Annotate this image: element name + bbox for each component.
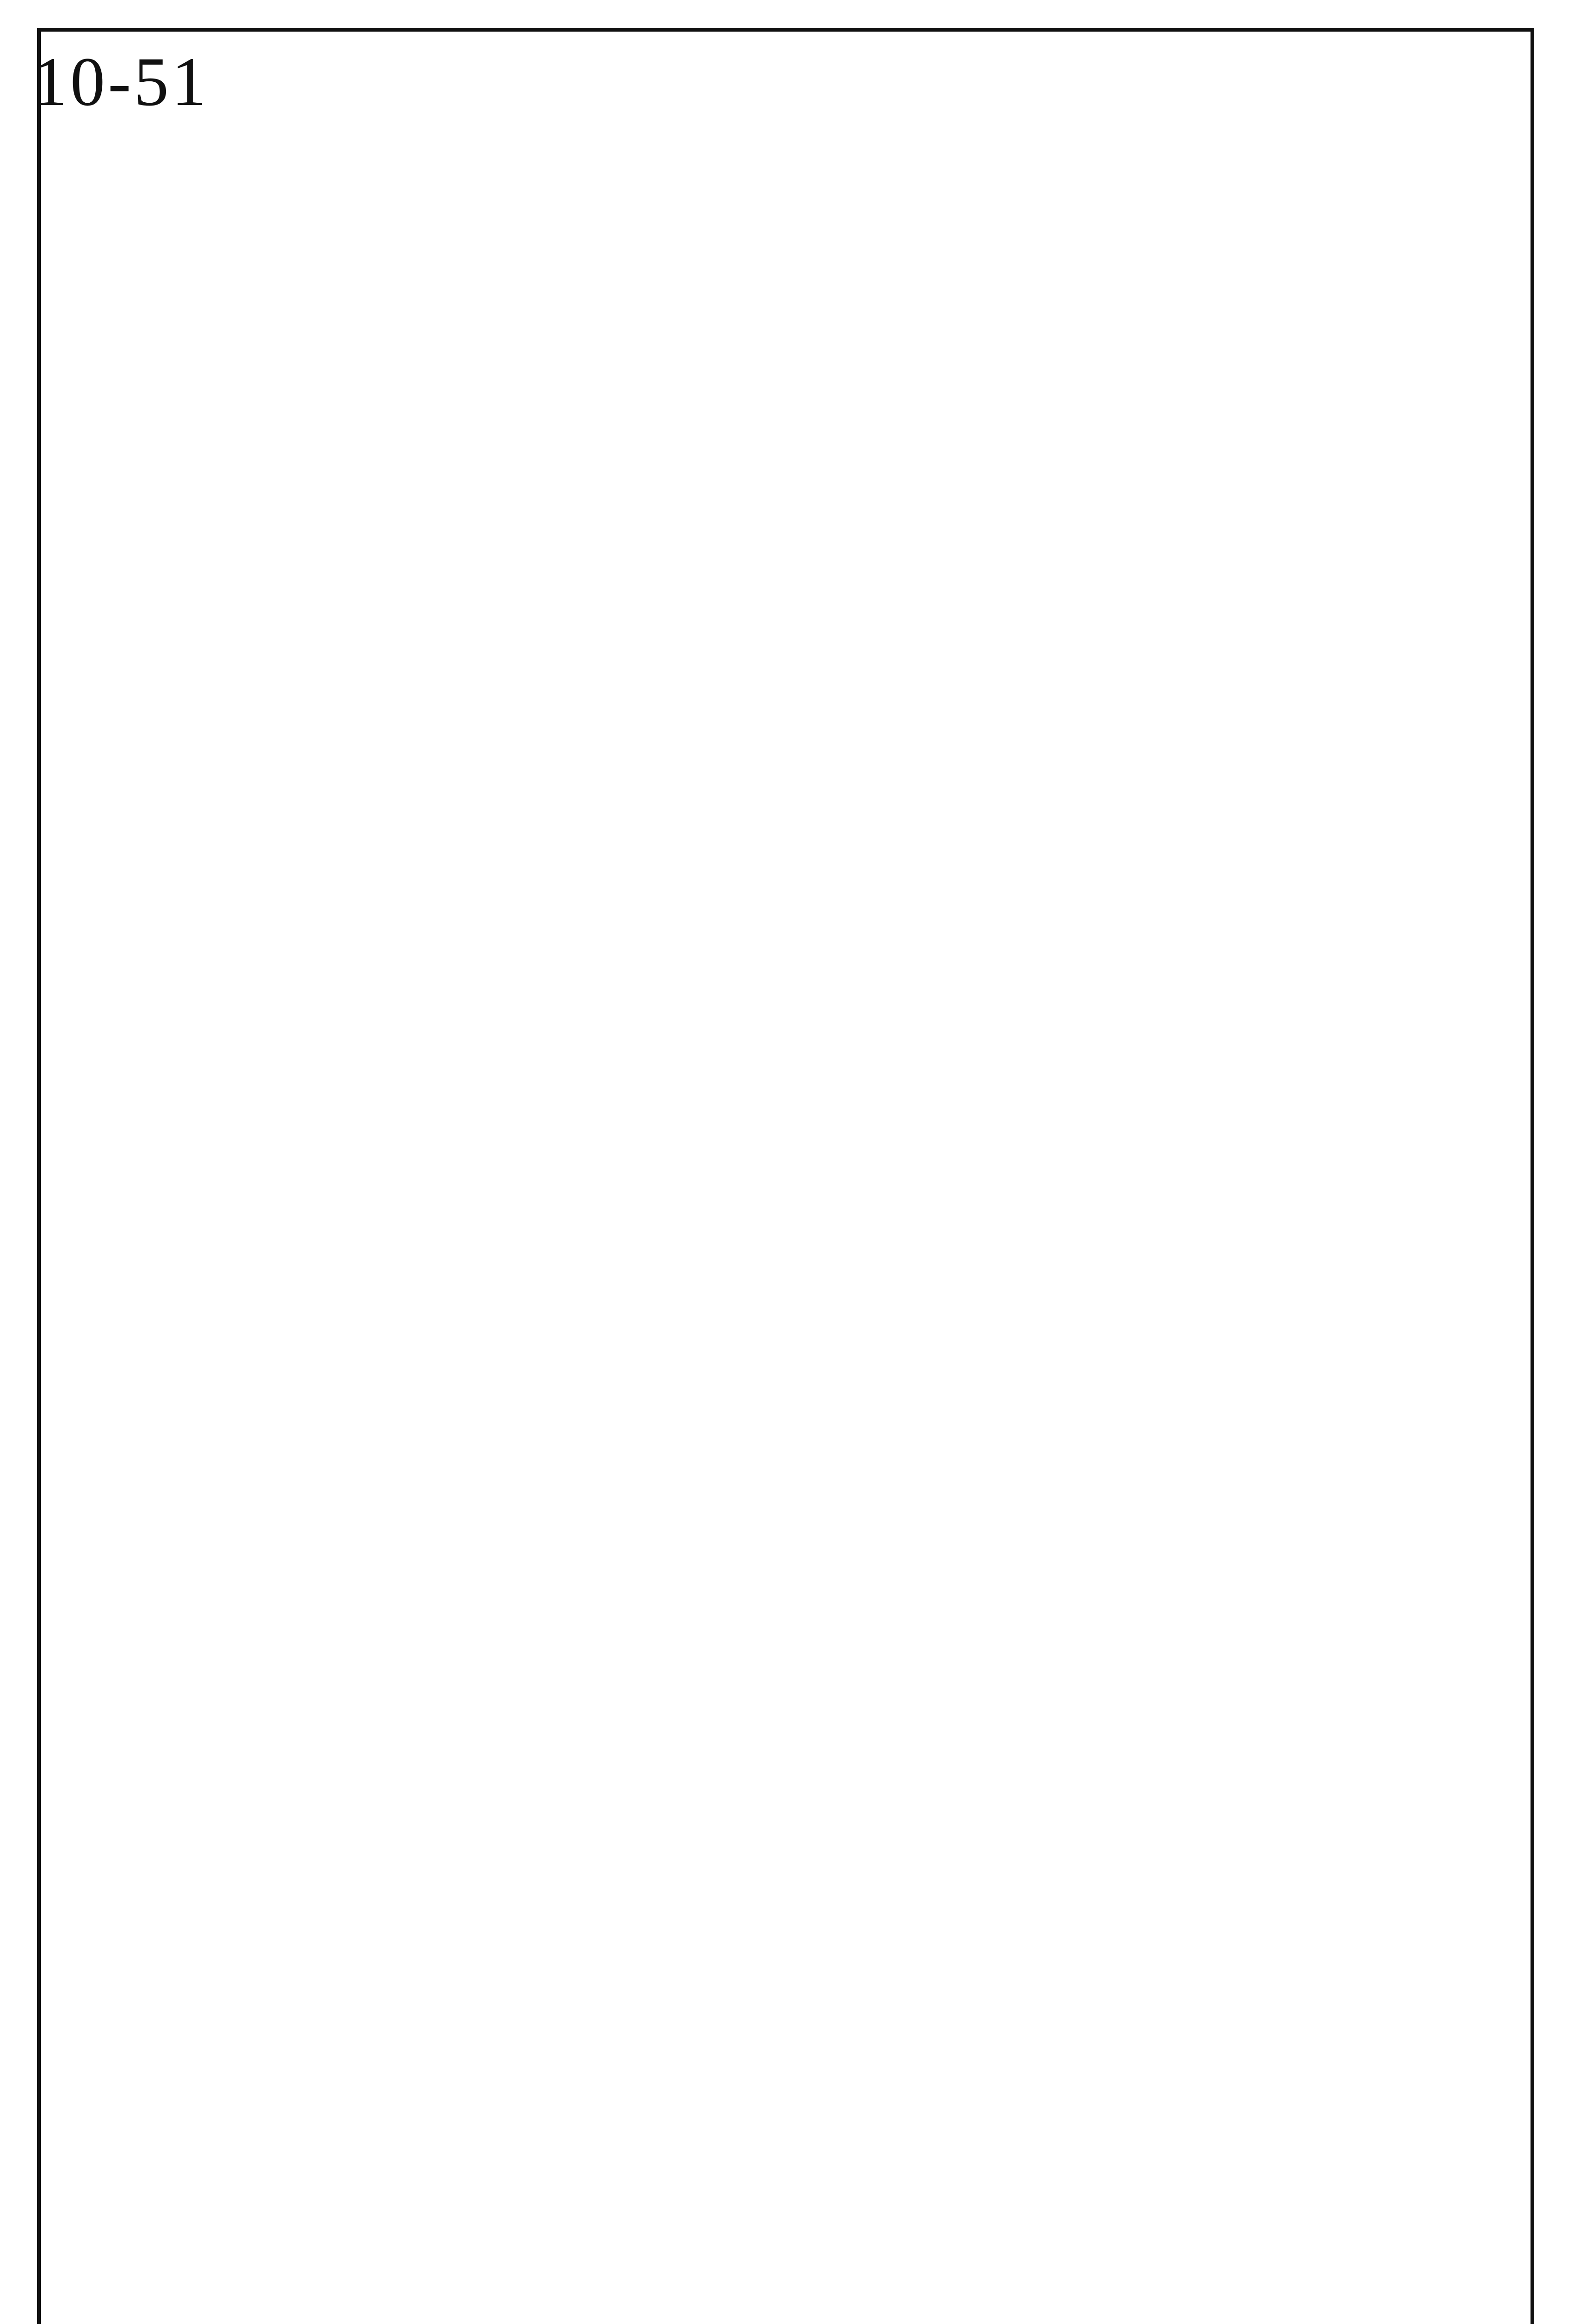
plat-map [1525, 42, 1577, 2324]
sheet-number: 10-51 [33, 43, 209, 120]
rotated-plat [1525, 42, 1577, 2324]
sheet-border [37, 28, 1534, 2324]
